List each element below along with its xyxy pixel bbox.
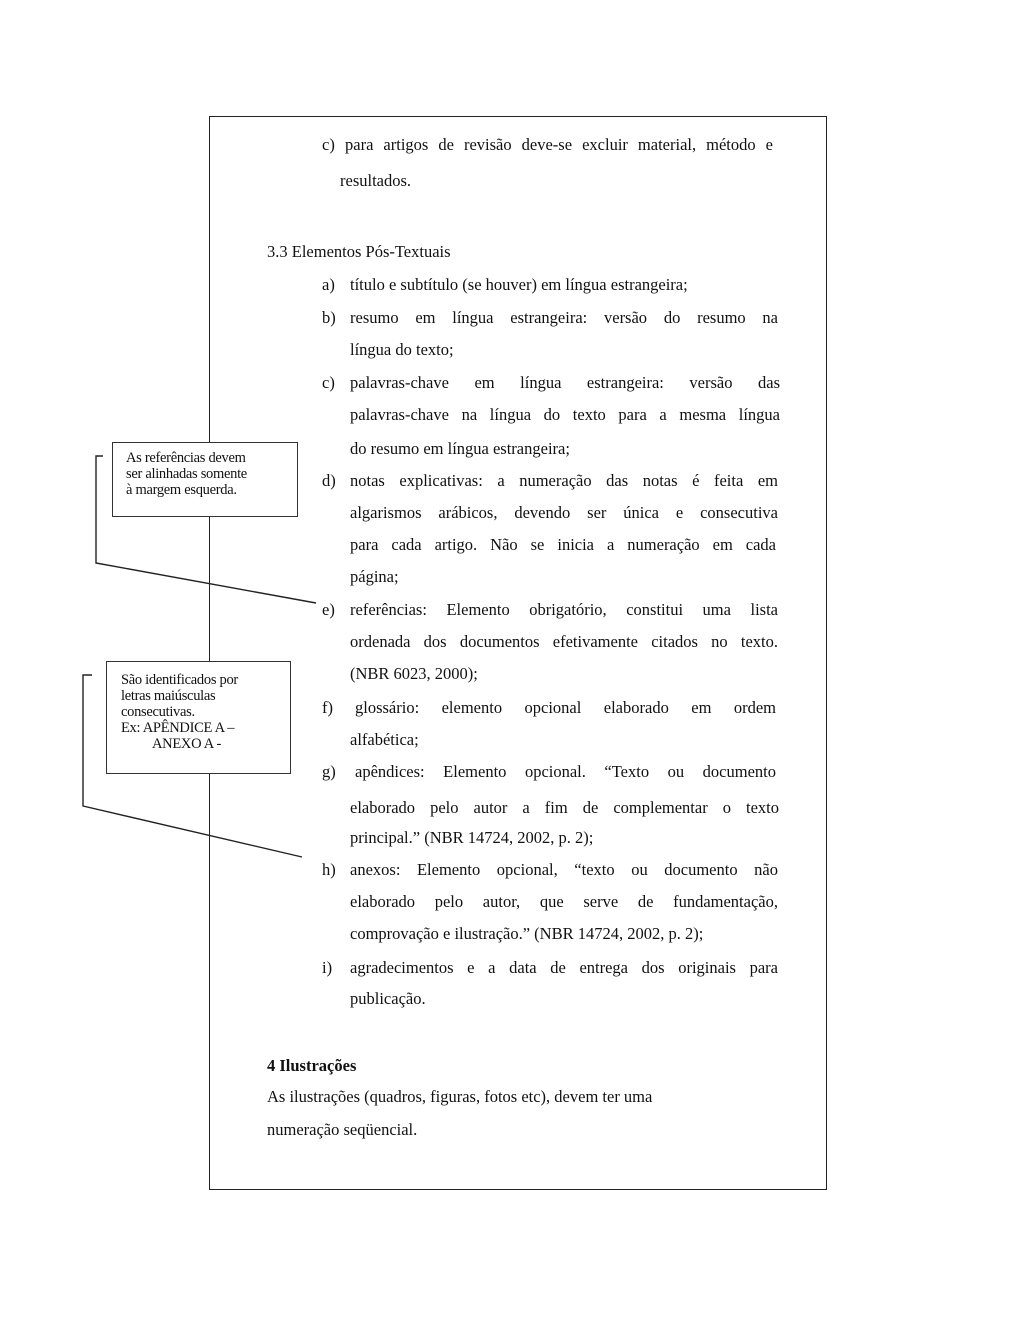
item-text-line: do resumo em língua estrangeira; <box>350 439 570 458</box>
item-text-line: elaborado pelo autor, que serve de fundamentação, <box>350 892 778 911</box>
callout-text-line: São identificados por <box>121 672 238 688</box>
item-label: b) <box>322 308 336 327</box>
item-text-line: anexos: Elemento opcional, “texto ou documento não <box>350 860 778 879</box>
paragraph-line: numeração seqüencial. <box>267 1120 418 1139</box>
item-text-line: palavras-chave em língua estrangeira: versão das <box>350 373 780 392</box>
item-text-line: ordenada dos documentos efetivamente citados no texto. <box>350 632 778 651</box>
section-heading: 4 Ilustrações <box>267 1056 357 1075</box>
callout-text-line: Ex: APÊNDICE A – <box>121 720 235 736</box>
callout-text-line: consecutivas. <box>121 704 195 720</box>
item-text-line: (NBR 6023, 2000); <box>350 664 478 683</box>
item-text-line: para artigos de revisão deve-se excluir material, método e <box>345 135 773 154</box>
callout-text-line: à margem esquerda. <box>126 482 237 498</box>
item-text-line: algarismos arábicos, devendo ser única e consecutiva <box>350 503 778 522</box>
callout-text-line: ANEXO A - <box>152 736 221 752</box>
item-text-line: para cada artigo. Não se inicia a numeração em cada <box>350 535 776 554</box>
item-text-line: resumo em língua estrangeira: versão do resumo na <box>350 308 778 327</box>
item-text-line: principal.” (NBR 14724, 2002, p. 2); <box>350 828 594 847</box>
item-label: h) <box>322 860 336 879</box>
item-text-line: título e subtítulo (se houver) em língua estrangeira; <box>350 275 688 294</box>
item-text-line: resultados. <box>340 171 412 190</box>
item-label: c) <box>322 135 335 154</box>
item-text-line: agradecimentos e a data de entrega dos originais para <box>350 958 778 977</box>
paragraph-line: As ilustrações (quadros, figuras, fotos etc), devem ter uma <box>267 1087 653 1106</box>
item-label: c) <box>322 373 335 392</box>
item-text-line: palavras-chave na língua do texto para a mesma língua <box>350 405 780 424</box>
callout-text-line: As referências devem <box>126 450 246 466</box>
item-label: g) <box>322 762 336 781</box>
callout-text-line: letras maiúsculas <box>121 688 216 704</box>
item-text-line: língua do texto; <box>350 340 454 359</box>
section-heading: 3.3 Elementos Pós-Textuais <box>267 242 451 261</box>
callout-appendices <box>106 661 291 774</box>
callout-text-line: ser alinhadas somente <box>126 466 247 482</box>
item-text-line: referências: Elemento obrigatório, constitui uma lista <box>350 600 778 619</box>
item-text-line: publicação. <box>350 989 426 1008</box>
item-label: f) <box>322 698 333 717</box>
item-text-line: comprovação e ilustração.” (NBR 14724, 2002, p. 2); <box>350 924 704 943</box>
item-label: i) <box>322 958 333 977</box>
item-label: e) <box>322 600 335 619</box>
item-text-line: glossário: elemento opcional elaborado em ordem <box>355 698 776 717</box>
item-text-line: alfabética; <box>350 730 419 749</box>
item-text-line: página; <box>350 567 399 586</box>
item-text-line: apêndices: Elemento opcional. “Texto ou documento <box>355 762 776 781</box>
callout-references <box>112 442 298 517</box>
item-text-line: notas explicativas: a numeração das notas é feita em <box>350 471 778 490</box>
item-label: a) <box>322 275 335 294</box>
item-label: d) <box>322 471 336 490</box>
item-text-line: elaborado pelo autor a fim de complementar o texto <box>350 798 779 817</box>
